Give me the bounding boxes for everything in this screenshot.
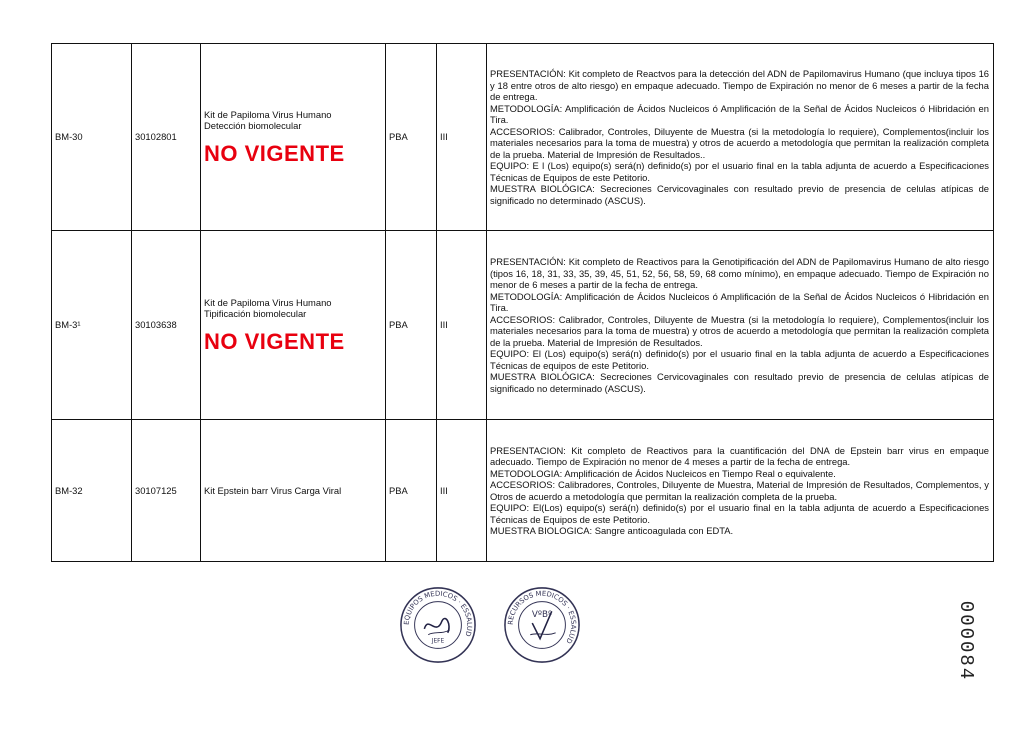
muestra-text: MUESTRA BIOLÓGICA: Secreciones Cervicovaginales con resultado previo de presencia de celulas atípicas de significado no determinado (ASCUS).	[490, 371, 989, 394]
table-row	[52, 44, 994, 231]
seal-ring-text: EQUIPOS MEDICOS · ESSALUD	[402, 589, 474, 638]
item-name-line-1: Kit de Papiloma Virus Humano	[204, 296, 332, 308]
page-number: 000084	[955, 600, 978, 682]
presentacion-text: PRESENTACIÓN: Kit completo de Reactvos para la detección del ADN de Papilomavirus Humano (que incluya tipos 16 y 18 entre otros de alto riesgo) en empaque adecuado. Tiempo de Expiración no menor de 6 meses a partir de la fecha de entrega.	[490, 68, 989, 102]
catalog-code-cell: 30103638	[132, 231, 201, 420]
no-vigente-status: NO VIGENTE	[204, 140, 345, 166]
seal-ring-text: RECURSOS MEDICOS · ESSALUD	[506, 589, 578, 645]
accesorios-text: ACCESORIOS: Calibrador, Controles, Diluyente de Muestra (si la metodología lo requiere), Complementos(incluir los materiales necesarios para la toma de muestra) y otros de acuerdo a metodología que permitan la realización completa de la prueba. Material de Impresión de Resultados..	[490, 125, 989, 160]
unit-cell: PBA	[386, 44, 437, 231]
muestra-text: MUESTRA BIOLOGICA: Sangre anticoagulada con EDTA.	[490, 525, 734, 536]
unit-cell: PBA	[386, 231, 437, 420]
seal-center-text: VºBº	[531, 610, 553, 621]
muestra-text: MUESTRA BIOLÓGICA: Secreciones Cervicovaginales con resultado previo de presencia de celulas atípicas de significado no determinado (ASCUS).	[490, 183, 989, 206]
description-cell	[487, 44, 994, 231]
item-name-line-2: Tipificación biomolecular	[204, 308, 307, 319]
seal-center-text: JEFE	[431, 638, 445, 645]
accesorios-text: ACCESORIOS: Calibrador, Controles, Diluyente de Muestra (si la metodología lo requiere), Complementos(incluir los materiales necesarios para la toma de muestra) y otros de acuerdo a metodología que permitan la realización completa de la prueba. Material de Impresión de Resultados.	[490, 313, 989, 348]
signature-scribble	[424, 619, 449, 633]
metodologia-text: METODOLOGÍA: Amplificación de Ácidos Nucleicos ó Amplificación de la Señal de Ácidos Nucleicos ó Hibridación en Tira.	[490, 102, 989, 125]
presentacion-text: PRESENTACION: Kit completo de Reactivos para la cuantificación del DNA de Epstein barr virus en empaque adecuado. Tiempo de Expiración no menor de 4 meses a partir de la fecha de entrega.	[490, 444, 989, 467]
description-cell	[487, 231, 994, 420]
specifications-table	[51, 43, 994, 562]
equipos-medicos-seal	[399, 586, 477, 664]
unit-cell: PBA	[386, 420, 437, 562]
item-code-cell: BM-3¹	[52, 231, 132, 420]
metodologia-text: METODOLOGIA: Amplificación de Ácidos Nucleicos en Tiempo Real o equivalente.	[490, 467, 836, 479]
equipo-text: EQUIPO: E l (Los) equipo(s) será(n) definido(s) por el usuario final en la tabla adjunta de acuerdo a Especificaciones Técnicas de Equipos de este Petitorio.	[490, 160, 989, 183]
equipo-text: EQUIPO: El (Los) equipo(s) será(n) definido(s) por el usuario final en la tabla adjunta de acuerdo a Especificaciones Técnicas de equipos de este Petitorio.	[490, 348, 989, 371]
catalog-code-cell: 30107125	[132, 420, 201, 562]
recursos-medicos-seal	[503, 586, 581, 664]
equipo-text: EQUIPO: El(Los) equipo(s) será(n) definido(s) por el usuario final en la tabla adjunta de acuerdo a Especificaciones Técnicas de Equipos de este Petitorio.	[490, 502, 989, 525]
table-row	[52, 420, 994, 562]
item-name-line-2: Detección biomolecular	[204, 120, 302, 131]
presentacion-text: PRESENTACIÓN: Kit completo de Reactivos para la Genotipificación del ADN de Papilomavirus Humano de alto riesgo (tipos 16, 18, 31, 33, 35, 39, 45, 51, 52, 56, 58, 59, 68 como mínimo), en empaque adecuado. Tiempo de Expiración no menor de 6 meses a partir de la fecha de entrega.	[490, 256, 989, 290]
signature-scribble	[428, 630, 449, 635]
item-name-line-1: Kit de Papiloma Virus Humano	[204, 108, 332, 120]
table-row	[52, 231, 994, 420]
item-code-cell: BM-30	[52, 44, 132, 231]
no-vigente-status: NO VIGENTE	[204, 328, 345, 354]
accesorios-text: ACCESORIOS: Calibradores, Controles, Diluyente de Muestra, Material de Impresión de Resultados, Complementos, y Otros de acuerdo a metodología que permitan la realización completa de la prueba.	[490, 479, 989, 502]
item-name-line-1: Kit Epstein barr Virus Carga Viral	[204, 484, 342, 496]
catalog-code-cell: 30102801	[132, 44, 201, 231]
level-cell: III	[437, 231, 487, 420]
item-name-cell	[201, 420, 386, 562]
item-name-cell	[201, 44, 386, 231]
level-cell: III	[437, 44, 487, 231]
item-code-cell: BM-32	[52, 420, 132, 562]
description-cell	[487, 420, 994, 562]
metodologia-text: METODOLOGÍA: Amplificación de Ácidos Nucleicos ó Amplificación de la Señal de Ácidos Nucleicos ó Hibridación en Tira.	[490, 290, 989, 313]
level-cell: III	[437, 420, 487, 562]
item-name-cell	[201, 231, 386, 420]
